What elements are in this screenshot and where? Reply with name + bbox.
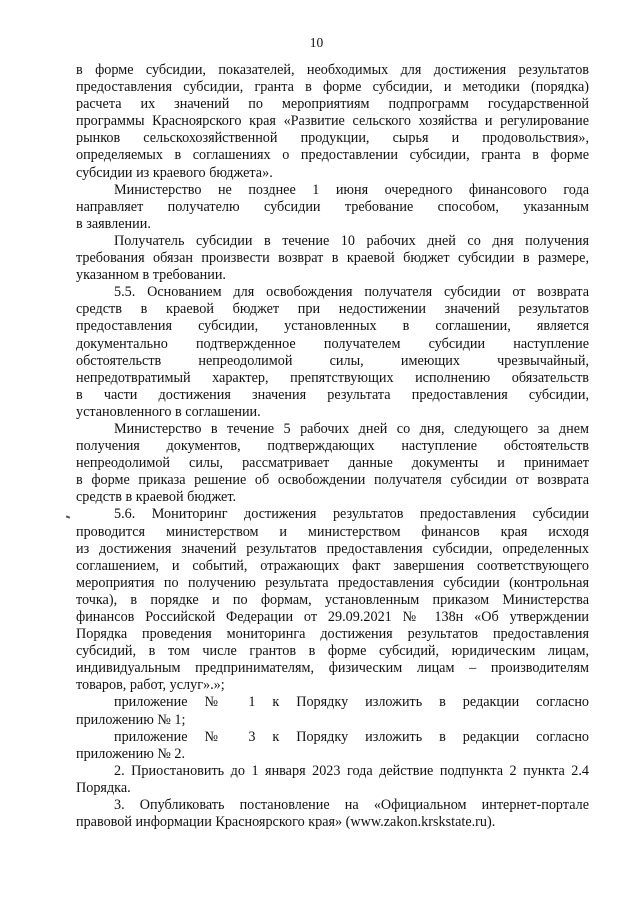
text-line: предоставления субсидии, установленных в соглашении, является: [76, 318, 589, 335]
text-line: расчета их значений по мероприятиям подпрограмм государственной: [76, 96, 589, 113]
text-line: 5.6. Мониторинг достижения результатов предоставления субсидии: [114, 506, 589, 523]
text-line: средств в краевой бюджет при недостижении значений результатов: [76, 301, 589, 318]
text-line: Порядка проведения мониторинга достижения результатов предоставления: [76, 626, 589, 643]
text-line: индивидуальным предпринимателям, физическим лицам – производителям: [76, 660, 589, 677]
text-line: приложению № 1;: [76, 711, 186, 728]
text-line: точка), в порядке и по формам, установленным приказом Министерства: [76, 591, 589, 608]
text-line: мероприятия по получению результата предоставления субсидии (контрольная: [76, 574, 589, 591]
text-line: субсидии из краевого бюджета».: [76, 164, 273, 181]
text-line: рынков сельскохозяйственной продукции, сырья и продовольствия»,: [76, 130, 589, 147]
text-line: в заявлении.: [76, 215, 151, 232]
text-line: программы Красноярского края «Развитие сельского хозяйства и регулирование: [76, 113, 589, 130]
text-line: непреодолимой силы, рассматривает данные документы и принимает: [76, 455, 589, 472]
text-line: финансов Российской Федерации от 29.09.2021 № 138н «Об утверждении: [76, 609, 589, 625]
text-line: указанном в требовании.: [76, 267, 226, 284]
text-line: правовой информации Красноярского края» (www.zakon.krskstate.ru).: [76, 814, 496, 831]
text-line: непредотвратимый характер, препятствующих исполнению обязательств: [76, 369, 589, 386]
text-line: Получатель субсидии в течение 10 рабочих дней со дня получения: [114, 232, 589, 249]
text-line: в форме субсидии, показателей, необходимых для достижения результатов: [76, 62, 589, 78]
text-line: 5.5. Основанием для освобождения получателя субсидии от возврата: [114, 284, 589, 301]
text-line: установленного в соглашении.: [76, 403, 261, 420]
document-body: [76, 62, 589, 831]
text-line: документально подтвержденное получателем субсидии наступление: [76, 335, 589, 352]
text-line: 2. Приостановить до 1 января 2023 года действие подпункта 2 пункта 2.4: [114, 762, 589, 779]
text-line: направляет получателю субсидии требование способом, указанным: [76, 198, 589, 215]
text-line: предоставления субсидии, гранта в форме субсидии, и методики (порядка): [76, 79, 589, 96]
text-line: обстоятельств непреодолимой силы, имеющих чрезвычайный,: [76, 352, 589, 369]
text-line: товаров, работ, услуг».»;: [76, 677, 225, 694]
text-line: в части достижения значения результата предоставления субсидии,: [76, 386, 589, 403]
text-line: субсидий, в том числе грантов в форме субсидий, юридическим лицам,: [76, 643, 589, 660]
text-line: в форме приказа решение об освобождении получателя субсидии от возврата: [76, 472, 589, 489]
text-line: средств в краевой бюджет.: [76, 489, 237, 506]
text-line: Министерство не позднее 1 июня очередного финансового года: [114, 181, 589, 198]
margin-mark: [66, 515, 70, 518]
text-line: 3. Опубликовать постановление на «Официальном интернет-портале: [114, 797, 589, 814]
text-line: требования обязан произвести возврат в краевой бюджет субсидии в размере,: [76, 250, 589, 267]
text-line: приложению № 2.: [76, 745, 186, 762]
text-line: приложение № 3 к Порядку изложить в редакции согласно: [114, 728, 589, 745]
text-line: Порядка.: [76, 779, 131, 796]
page-number: 10: [309, 35, 324, 50]
text-line: получения документов, подтверждающих наступление обстоятельств: [76, 438, 589, 455]
text-line: из достижения значений результатов предоставления субсидии, определенных: [76, 540, 589, 557]
text-line: определяемых в соглашениях о предоставлении субсидии, гранта в форме: [76, 147, 589, 164]
text-line: приложение № 1 к Порядку изложить в редакции согласно: [114, 694, 589, 711]
text-line: проводится министерством и министерством финансов края исходя: [76, 523, 589, 540]
text-line: Министерство в течение 5 рабочих дней со дня, следующего за днем: [114, 420, 589, 437]
text-line: соглашением, и событий, отражающих факт завершения соответствующего: [76, 557, 589, 574]
